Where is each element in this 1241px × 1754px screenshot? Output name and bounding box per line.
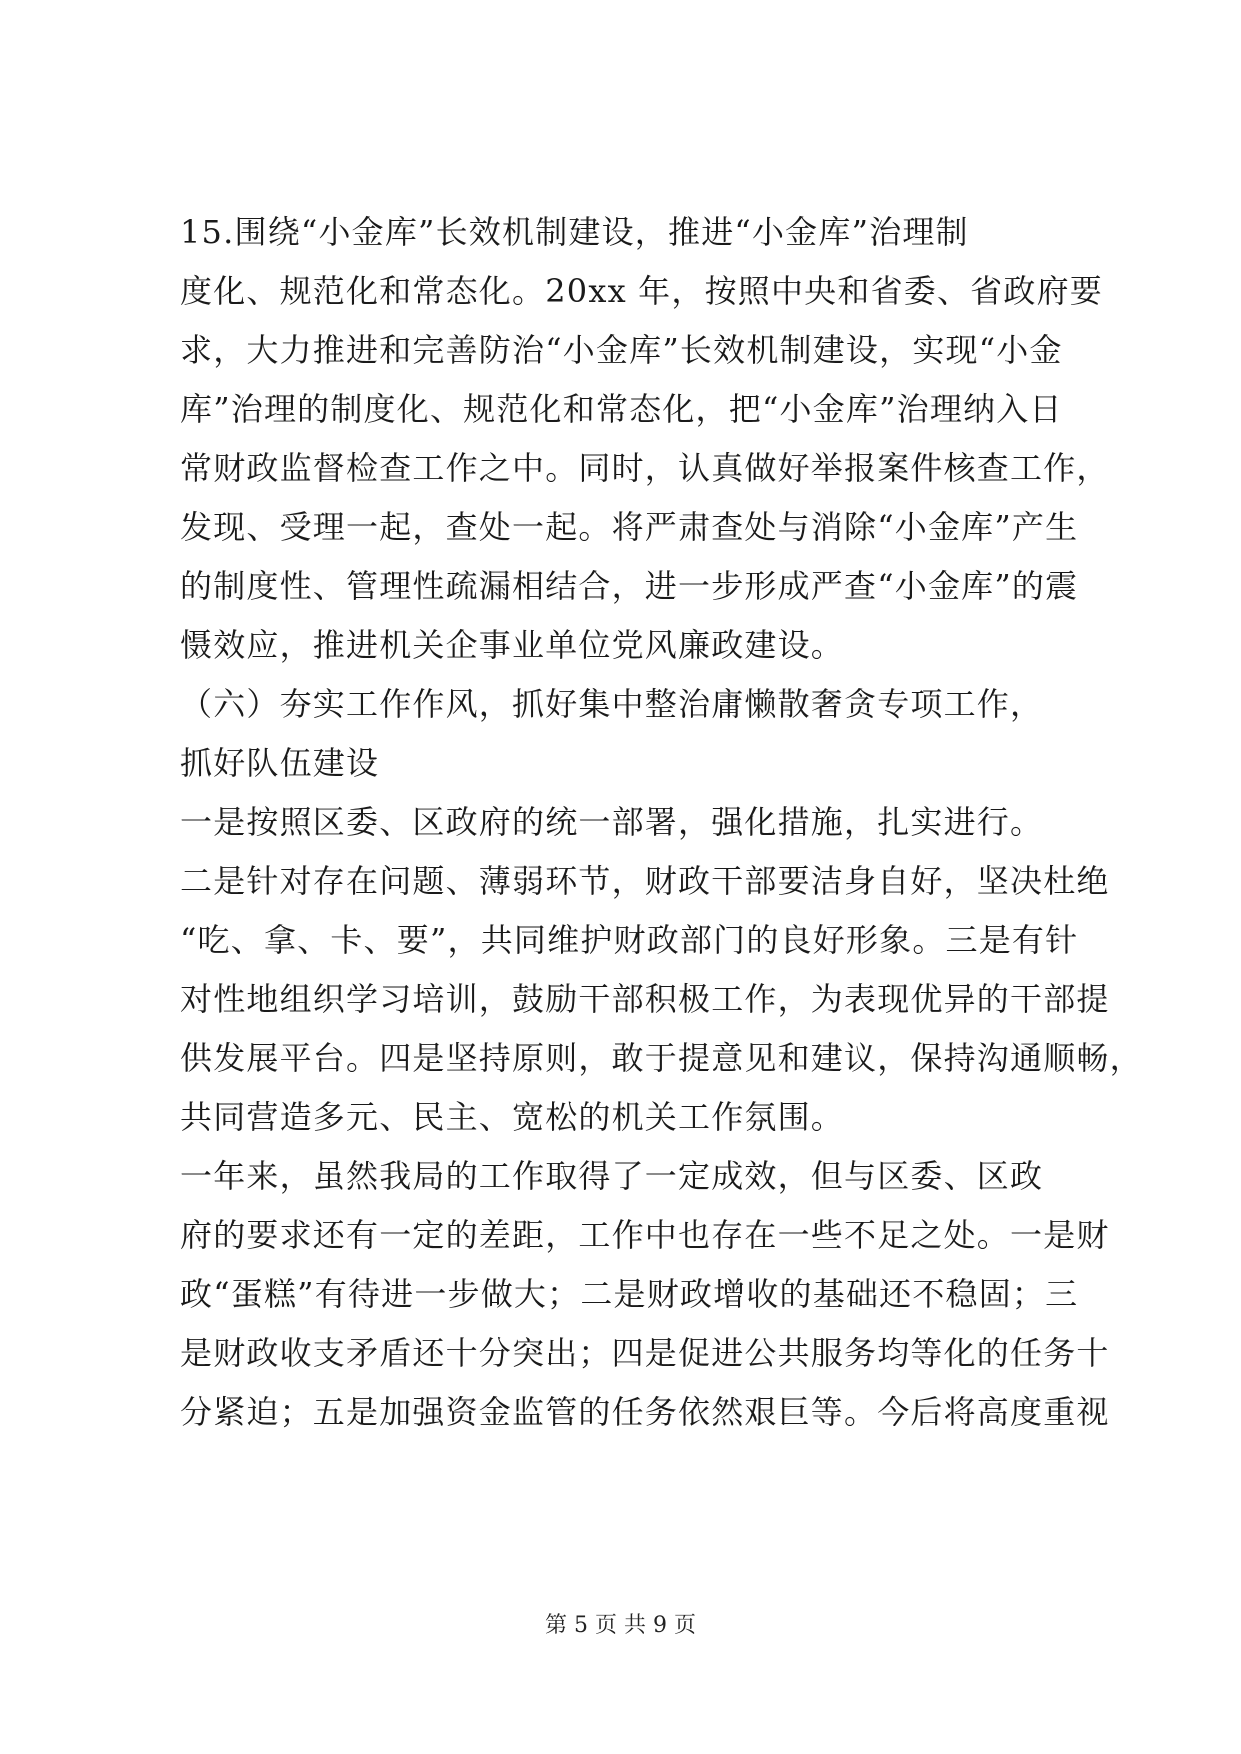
text-line: 共同营造多元、民主、宽松的机关工作氛围。 (180, 1098, 845, 1136)
text-line: 求，大力推进和完善防治“小金库”长效机制建设，实现“小金 (180, 331, 1063, 369)
text-line: 15.围绕“小金库”长效机制建设，推进“小金库”治理制 (180, 213, 969, 251)
text-line: 慑效应，推进机关企事业单位党风廉政建设。 (180, 626, 845, 664)
section-heading-line: （六）夯实工作作风，抓好集中整治庸懒散奢贪专项工作， (180, 685, 1044, 723)
text-line: 政“蛋糕”有待进一步做大；二是财政增收的基础还不稳固；三 (180, 1275, 1079, 1313)
text-line: 供发展平台。四是坚持原则，敢于提意见和建议，保持沟通顺畅， (180, 1039, 1143, 1077)
section-heading-line: 抓好队伍建设 (180, 744, 380, 782)
text-line: 常财政监督检查工作之中。同时，认真做好举报案件核查工作， (180, 449, 1110, 487)
text-line: 府的要求还有一定的差距，工作中也存在一些不足之处。一是财 (180, 1216, 1110, 1254)
text-line: 的制度性、管理性疏漏相结合，进一步形成严查“小金库”的震 (180, 567, 1079, 605)
text-line: “吃、拿、卡、要”，共同维护财政部门的良好形象。三是有针 (180, 921, 1079, 959)
text-line: 一是按照区委、区政府的统一部署，强化措施，扎实进行。 (180, 803, 1044, 841)
text-line: 发现、受理一起，查处一起。将严肃查处与消除“小金库”产生 (180, 508, 1079, 546)
text-line: 对性地组织学习培训，鼓励干部积极工作，为表现优异的干部提 (180, 980, 1110, 1018)
page-footer: 第 5 页 共 9 页 (545, 1613, 696, 1638)
text-line: 是财政收支矛盾还十分突出；四是促进公共服务均等化的任务十 (180, 1334, 1110, 1372)
text-line: 库”治理的制度化、规范化和常态化，把“小金库”治理纳入日 (180, 390, 1063, 428)
text-line: 度化、规范化和常态化。20xx 年，按照中央和省委、省政府要 (180, 272, 1103, 310)
text-line: 一年来，虽然我局的工作取得了一定成效，但与区委、区政 (180, 1157, 1044, 1195)
text-line: 二是针对存在问题、薄弱环节，财政干部要洁身自好，坚决杜绝 (180, 862, 1110, 900)
text-line: 分紧迫；五是加强资金监管的任务依然艰巨等。今后将高度重视 (180, 1393, 1110, 1431)
